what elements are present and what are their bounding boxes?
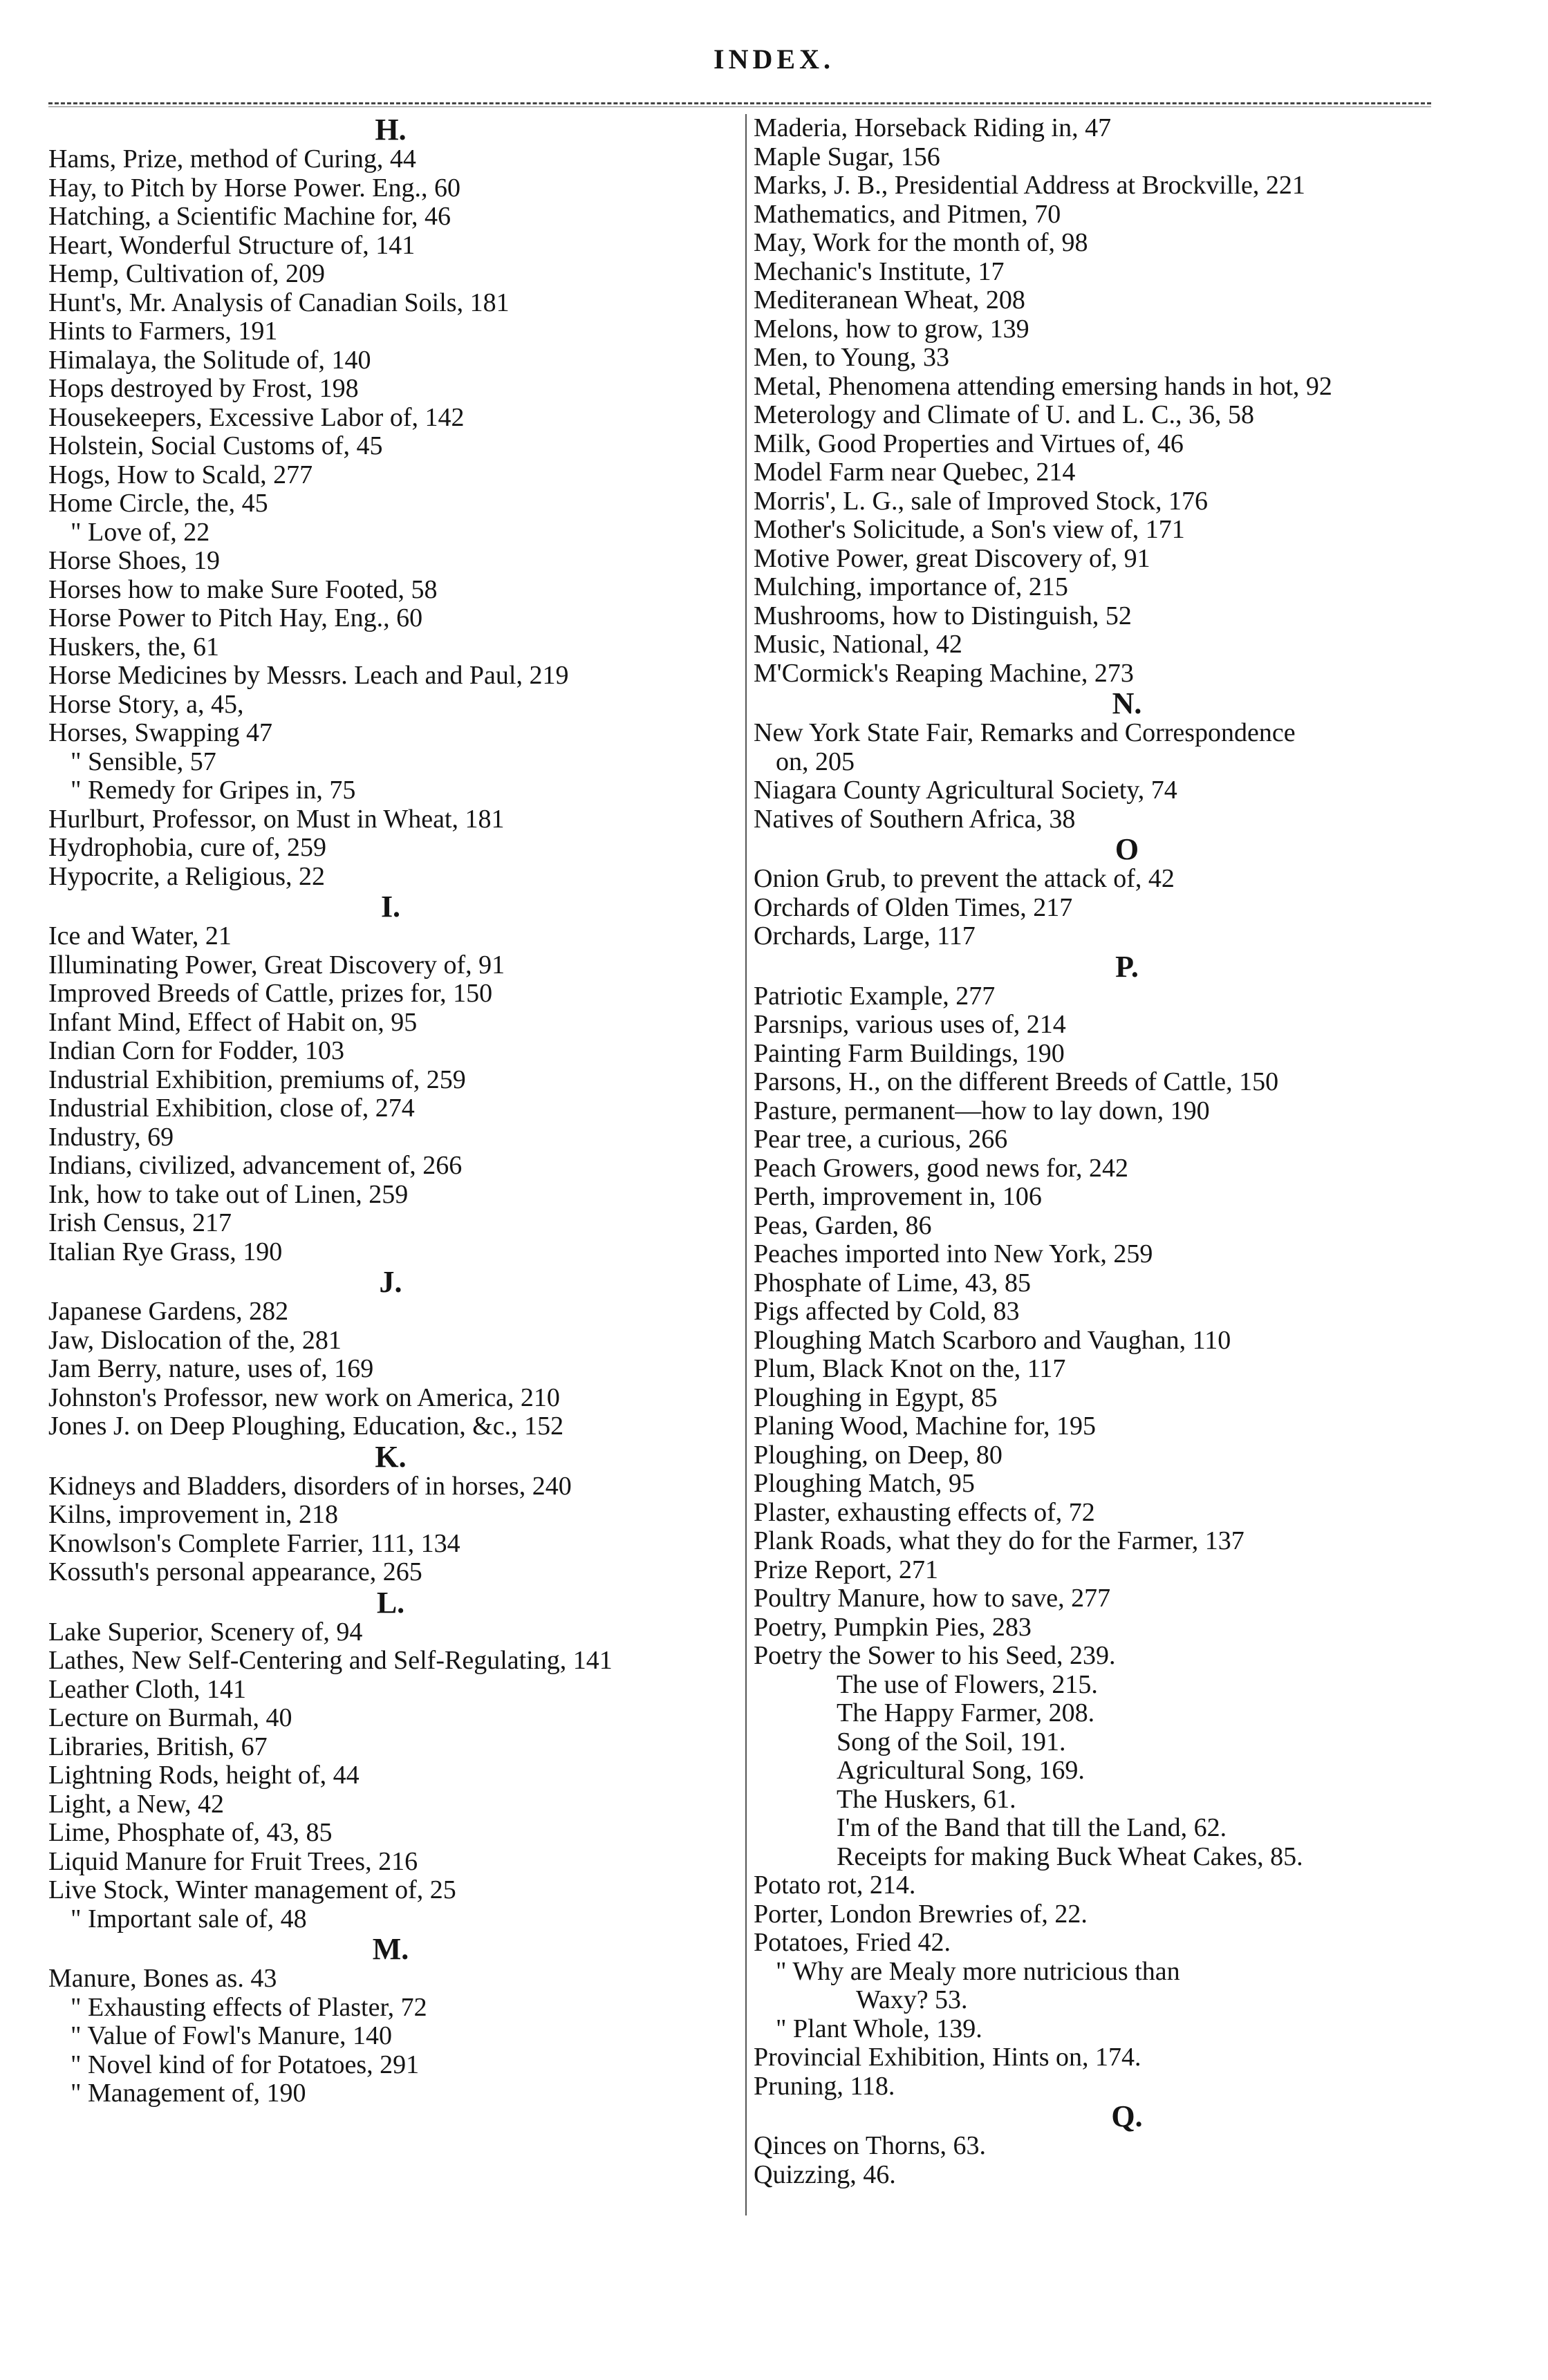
index-entry: Kidneys and Bladders, disorders of in horses, 240: [48, 1472, 572, 1501]
index-entry: Lathes, New Self-Centering and Self-Regulating, 141: [48, 1647, 613, 1675]
index-entry: Meterology and Climate of U. and L. C., 36, 58: [754, 401, 1254, 429]
index-entry: Plum, Black Knot on the, 117: [754, 1355, 1066, 1383]
index-entry: Hay, to Pitch by Horse Power. Eng., 60: [48, 174, 460, 203]
index-entry: Pasture, permanent—how to lay down, 190: [754, 1096, 1210, 1125]
index-entry: Huskers, the, 61: [48, 633, 219, 662]
index-entry: Home Circle, the, 45: [48, 489, 268, 518]
index-entry: Parsnips, various uses of, 214: [754, 1011, 1066, 1039]
index-entry: Horse Power to Pitch Hay, Eng., 60: [48, 604, 423, 633]
index-entry: Indians, civilized, advancement of, 266: [48, 1152, 463, 1180]
index-entry: Jones J. on Deep Ploughing, Education, &c., 152: [48, 1412, 564, 1441]
index-entry: Mechanic's Institute, 17: [754, 257, 1005, 286]
index-entry: Industry, 69: [48, 1123, 174, 1152]
index-entry: Knowlson's Complete Farrier, 111, 134: [48, 1529, 460, 1558]
index-entry: Manure, Bones as. 43: [48, 1965, 277, 1993]
index-entry: M'Cormick's Reaping Machine, 273: [754, 659, 1134, 688]
index-entry: Housekeepers, Excessive Labor of, 142: [48, 403, 465, 432]
index-entry: Lightning Rods, height of, 44: [48, 1761, 360, 1790]
header-divider: [48, 102, 1431, 104]
index-entry: Morris', L. G., sale of Improved Stock, 176: [754, 487, 1208, 516]
index-entry: Poetry, Pumpkin Pies, 283: [754, 1613, 1032, 1642]
index-entry: Horses how to make Sure Footed, 58: [48, 575, 438, 604]
index-entry: Ploughing in Egypt, 85: [754, 1383, 998, 1412]
index-entry: Melons, how to grow, 139: [754, 315, 1029, 344]
header-divider-thin: [48, 106, 1431, 107]
index-entry: Phosphate of Lime, 43, 85: [754, 1268, 1032, 1297]
index-entry: Mathematics, and Pitmen, 70: [754, 200, 1061, 229]
index-entry: Peach Growers, good news for, 242: [754, 1154, 1128, 1183]
index-entry: Horse Story, a, 45,: [48, 690, 244, 719]
index-entry: Italian Rye Grass, 190: [48, 1237, 283, 1266]
index-entry: Libraries, British, 67: [48, 1732, 268, 1761]
index-entry: on, 205: [776, 747, 855, 776]
index-entry: Hunt's, Mr. Analysis of Canadian Soils, 181: [48, 288, 510, 317]
index-entry: Music, National, 42: [754, 630, 962, 659]
index-entry: Industrial Exhibition, premiums of, 259: [48, 1065, 466, 1094]
index-entry: Metal, Phenomena attending emersing hands in hot, 92: [754, 372, 1332, 401]
index-entry: Hints to Farmers, 191: [48, 317, 278, 346]
index-entry: Orchards, Large, 117: [754, 922, 976, 950]
section-letter: I.: [380, 891, 401, 922]
index-entry: Patriotic Example, 277: [754, 982, 996, 1011]
index-entry: Pear tree, a curious, 266: [754, 1125, 1008, 1154]
index-entry: Hurlburt, Professor, on Must in Wheat, 181: [48, 805, 505, 834]
index-entry: " Value of Fowl's Manure, 140: [71, 2022, 392, 2050]
index-entry: Leather Cloth, 141: [48, 1675, 246, 1704]
index-entry: Lecture on Burmah, 40: [48, 1704, 292, 1732]
index-entry: Irish Census, 217: [48, 1209, 232, 1237]
section-letter: L.: [376, 1586, 405, 1618]
index-entry: " Exhausting effects of Plaster, 72: [71, 1993, 427, 2022]
index-entry: " Sensible, 57: [71, 747, 216, 776]
index-entry: Plaster, exhausting effects of, 72: [754, 1498, 1095, 1527]
index-entry: Hops destroyed by Frost, 198: [48, 375, 359, 403]
index-entry: The use of Flowers, 215.: [837, 1670, 1098, 1699]
index-entry: Johnston's Professor, new work on America, 210: [48, 1383, 560, 1412]
index-entry: Planing Wood, Machine for, 195: [754, 1412, 1096, 1441]
section-letter: N.: [1112, 688, 1142, 719]
index-entry: Maderia, Horseback Riding in, 47: [754, 114, 1112, 142]
index-entry: May, Work for the month of, 98: [754, 229, 1088, 257]
index-entry: Industrial Exhibition, close of, 274: [48, 1094, 415, 1123]
index-entry: Lake Superior, Scenery of, 94: [48, 1618, 363, 1647]
index-entry: Plank Roads, what they do for the Farmer, 137: [754, 1527, 1244, 1555]
index-entry: " Love of, 22: [71, 518, 210, 547]
index-entry: Pigs affected by Cold, 83: [754, 1297, 1020, 1326]
index-entry: Ploughing, on Deep, 80: [754, 1441, 1003, 1470]
index-entry: Ink, how to take out of Linen, 259: [48, 1180, 409, 1209]
index-entry: Hypocrite, a Religious, 22: [48, 862, 325, 891]
index-entry: Orchards of Olden Times, 217: [754, 893, 1073, 922]
index-entry: Lime, Phosphate of, 43, 85: [48, 1819, 333, 1847]
index-entry: Waxy? 53.: [856, 1986, 968, 2014]
index-entry: Illuminating Power, Great Discovery of, 91: [48, 950, 505, 980]
index-entry: Parsons, H., on the different Breeds of Cattle, 150: [754, 1068, 1279, 1096]
page-title: INDEX.: [714, 44, 834, 75]
index-entry: Potatoes, Fried 42.: [754, 1929, 951, 1957]
index-entry: The Huskers, 61.: [837, 1785, 1016, 1814]
index-entry: Peas, Garden, 86: [754, 1211, 932, 1240]
index-entry: Receipts for making Buck Wheat Cakes, 85.: [837, 1842, 1303, 1871]
index-entry: Peaches imported into New York, 259: [754, 1240, 1153, 1268]
index-entry: Potato rot, 214.: [754, 1871, 916, 1900]
index-entry: Quizzing, 46.: [754, 2160, 896, 2189]
index-entry: Hydrophobia, cure of, 259: [48, 834, 327, 862]
index-entry: Song of the Soil, 191.: [837, 1727, 1066, 1756]
section-letter: Q.: [1111, 2101, 1143, 2132]
index-entry: Jaw, Dislocation of the, 281: [48, 1326, 342, 1355]
index-entry: Natives of Southern Africa, 38: [754, 805, 1076, 834]
index-entry: Model Farm near Quebec, 214: [754, 458, 1076, 487]
index-entry: Provincial Exhibition, Hints on, 174.: [754, 2043, 1141, 2072]
index-entry: Qinces on Thorns, 63.: [754, 2132, 986, 2160]
index-entry: Horse Medicines by Messrs. Leach and Paul, 219: [48, 662, 569, 690]
index-entry: New York State Fair, Remarks and Correspondence: [754, 719, 1296, 747]
section-letter: K.: [375, 1441, 407, 1472]
index-entry: Mulching, importance of, 215: [754, 573, 1068, 601]
index-entry: Mediteranean Wheat, 208: [754, 286, 1025, 315]
index-entry: Kossuth's personal appearance, 265: [48, 1558, 422, 1586]
index-entry: Prize Report, 271: [754, 1555, 939, 1584]
column-divider: [745, 114, 747, 2215]
index-entry: Agricultural Song, 169.: [837, 1756, 1085, 1785]
index-column-left: [48, 114, 733, 2108]
index-entry: Holstein, Social Customs of, 45: [48, 432, 383, 460]
index-entry: Milk, Good Properties and Virtues of, 46: [754, 429, 1184, 458]
index-entry: " Novel kind of for Potatoes, 291: [71, 2050, 420, 2079]
index-entry: I'm of the Band that till the Land, 62.: [837, 1814, 1227, 1842]
section-letter: O: [1115, 834, 1139, 865]
index-column-right: [754, 114, 1500, 2189]
index-entry: Mother's Solicitude, a Son's view of, 171: [754, 516, 1185, 544]
index-entry: " Remedy for Gripes in, 75: [71, 776, 356, 805]
index-entry: Pruning, 118.: [754, 2072, 895, 2101]
index-entry: Light, a New, 42: [48, 1790, 224, 1819]
index-entry: Horses, Swapping 47: [48, 719, 273, 747]
index-entry: Ploughing Match Scarboro and Vaughan, 110: [754, 1326, 1231, 1355]
index-entry: Infant Mind, Effect of Habit on, 95: [48, 1008, 418, 1037]
index-entry: Hogs, How to Scald, 277: [48, 460, 313, 489]
index-entry: Hatching, a Scientific Machine for, 46: [48, 203, 451, 231]
index-entry: Live Stock, Winter management of, 25: [48, 1876, 456, 1904]
index-entry: Hams, Prize, method of Curing, 44: [48, 145, 416, 174]
index-entry: Porter, London Brewries of, 22.: [754, 1900, 1088, 1929]
index-entry: Kilns, improvement in, 218: [48, 1501, 339, 1529]
index-entry: Ice and Water, 21: [48, 922, 232, 950]
section-letter: H.: [375, 114, 407, 145]
index-entry: Painting Farm Buildings, 190: [754, 1039, 1065, 1068]
index-entry: Mushrooms, how to Distinguish, 52: [754, 601, 1132, 630]
index-entry: " Management of, 190: [71, 2079, 306, 2108]
index-entry: Onion Grub, to prevent the attack of, 42: [754, 865, 1175, 893]
index-entry: Improved Breeds of Cattle, prizes for, 150: [48, 980, 493, 1008]
index-entry: Motive Power, great Discovery of, 91: [754, 544, 1150, 573]
index-entry: Marks, J. B., Presidential Address at Brockville, 221: [754, 171, 1305, 200]
index-entry: Poultry Manure, how to save, 277: [754, 1584, 1111, 1613]
index-entry: " Why are Mealy more nutricious than: [776, 1957, 1180, 1986]
index-entry: Perth, improvement in, 106: [754, 1183, 1042, 1211]
index-entry: Heart, Wonderful Structure of, 141: [48, 231, 416, 260]
section-letter: J.: [379, 1266, 402, 1297]
index-entry: Niagara County Agricultural Society, 74: [754, 776, 1177, 805]
index-entry: Japanese Gardens, 282: [48, 1297, 289, 1326]
index-entry: Men, to Young, 33: [754, 344, 949, 372]
index-entry: " Important sale of, 48: [71, 1904, 307, 1933]
index-entry: Liquid Manure for Fruit Trees, 216: [48, 1847, 418, 1876]
index-entry: Indian Corn for Fodder, 103: [48, 1037, 345, 1065]
index-entry: Himalaya, the Solitude of, 140: [48, 346, 371, 375]
index-entry: Hemp, Cultivation of, 209: [48, 260, 326, 288]
index-entry: " Plant Whole, 139.: [776, 2014, 982, 2043]
index-entry: Jam Berry, nature, uses of, 169: [48, 1355, 374, 1383]
section-letter: P.: [1115, 950, 1139, 982]
index-entry: Maple Sugar, 156: [754, 142, 940, 171]
index-entry: Poetry the Sower to his Seed, 239.: [754, 1642, 1116, 1670]
index-entry: The Happy Farmer, 208.: [837, 1699, 1095, 1727]
section-letter: M.: [372, 1933, 409, 1965]
index-entry: Ploughing Match, 95: [754, 1470, 975, 1498]
index-entry: Horse Shoes, 19: [48, 547, 221, 575]
